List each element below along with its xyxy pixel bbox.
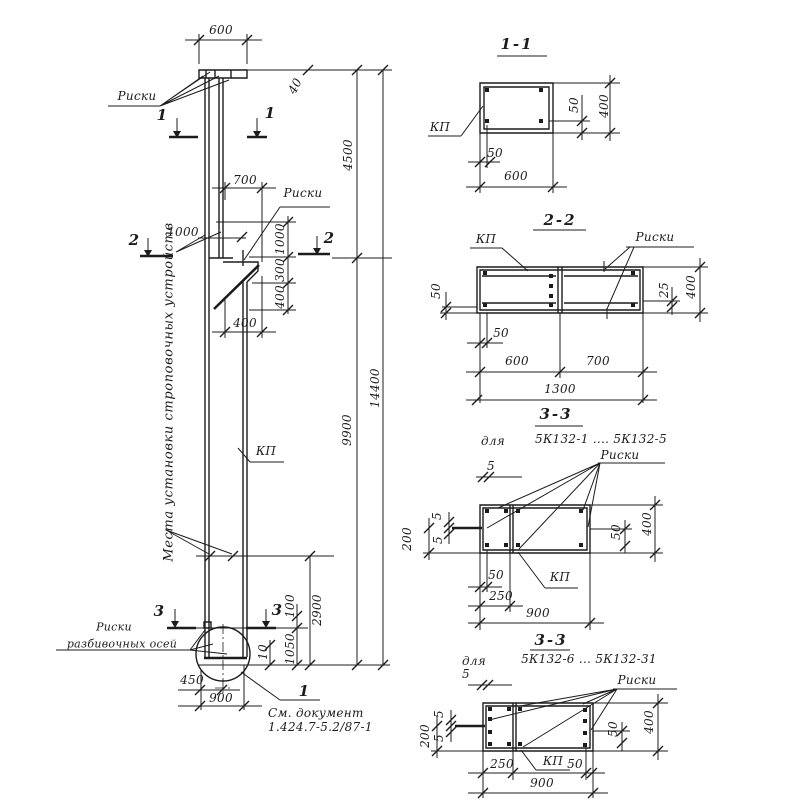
riski-label-s22: Риски bbox=[635, 230, 675, 244]
dim-10: 10 bbox=[256, 644, 270, 660]
section-3-3a-title: 3-3 bbox=[539, 405, 573, 423]
section-mark-3-left: 3 bbox=[153, 602, 165, 620]
detail-ref-1: 1 bbox=[298, 682, 310, 700]
dim-s33a-50-bottom: 50 bbox=[488, 568, 504, 582]
dim-s11-400: 400 bbox=[597, 94, 611, 118]
dim-900-base: 900 bbox=[209, 691, 233, 705]
dim-s33b-400: 400 bbox=[642, 710, 656, 734]
dim-s33b-200: 200 bbox=[418, 724, 432, 748]
dim-s22-700: 700 bbox=[586, 354, 610, 368]
doc-note-line1: См. документ bbox=[268, 706, 364, 720]
dim-s33b-5b: 5 bbox=[432, 734, 446, 742]
dim-s22-1300: 1300 bbox=[544, 382, 576, 396]
section-mark-2-right: 2 bbox=[323, 229, 335, 247]
dim-s22-50-left: 50 bbox=[429, 283, 443, 299]
dim-s33a-50-right: 50 bbox=[609, 524, 623, 540]
dim-chain-1000: 1000 bbox=[273, 223, 287, 255]
section-mark-1-right: 1 bbox=[264, 104, 276, 122]
dim-s33a-250: 250 bbox=[489, 589, 513, 603]
s33b-for-label: для bbox=[461, 654, 487, 668]
section-mark-3-right: 3 bbox=[271, 601, 283, 619]
dim-100: 100 bbox=[283, 594, 297, 618]
s33a-range-label: 5К132-1 .... 5К132-5 bbox=[535, 432, 667, 446]
s33b-range-label: 5К132-6 ... 5К132-31 bbox=[521, 652, 657, 666]
strap-note: Места установки строповочных устройств bbox=[161, 222, 177, 562]
riski-top-label: Риски bbox=[117, 89, 157, 103]
dim-s11-50-bottom: 50 bbox=[487, 146, 503, 160]
section-3-3b-title: 3-3 bbox=[534, 631, 568, 649]
riski-mid-label: Риски bbox=[283, 186, 323, 200]
dim-s33a-900: 900 bbox=[526, 606, 550, 620]
kp-label-s33b: КП bbox=[542, 754, 564, 768]
riski-base-line2: разбивочных осей bbox=[66, 637, 178, 651]
dim-corbel-400: 400 bbox=[233, 316, 257, 330]
dim-s33a-400: 400 bbox=[640, 512, 654, 536]
dim-s33a-5-top: 5 bbox=[487, 459, 495, 473]
dim-450: 450 bbox=[180, 673, 204, 687]
section-1-1-title: 1-1 bbox=[500, 35, 534, 53]
kp-label-s33a: КП bbox=[549, 570, 571, 584]
kp-label-s11: КП bbox=[429, 120, 451, 134]
dim-4500: 4500 bbox=[341, 139, 355, 171]
dim-top-width: 600 bbox=[209, 23, 233, 37]
dim-1050: 1050 bbox=[283, 633, 297, 665]
dim-9900: 9900 bbox=[340, 414, 354, 446]
dim-s11-600: 600 bbox=[504, 169, 528, 183]
dim-s11-50-side: 50 bbox=[567, 97, 581, 113]
dim-s33a-200: 200 bbox=[400, 527, 414, 551]
dim-s33b-50-right: 50 bbox=[606, 721, 620, 737]
dim-700: 700 bbox=[233, 173, 257, 187]
kp-elevation-label: КП bbox=[255, 444, 277, 458]
dim-s33a-5b: 5 bbox=[431, 536, 445, 544]
dim-s33b-250: 250 bbox=[490, 757, 514, 771]
section-2-2-title: 2-2 bbox=[543, 211, 577, 229]
dim-1000-strap: 1000 bbox=[167, 225, 199, 239]
dim-chain-300: 300 bbox=[273, 258, 287, 282]
dim-s22-400: 400 bbox=[684, 275, 698, 299]
dim-s33a-5a: 5 bbox=[430, 512, 444, 520]
doc-note-line2: 1.424.7-5.2/87-1 bbox=[268, 720, 373, 734]
dim-s22-25: 25 bbox=[657, 282, 671, 298]
dim-s33b-5-top: 5 bbox=[462, 667, 470, 681]
dim-14400: 14400 bbox=[368, 368, 382, 408]
dim-s22-600: 600 bbox=[505, 354, 529, 368]
dim-s33b-50-bottom: 50 bbox=[567, 757, 583, 771]
dim-s33b-900: 900 bbox=[530, 776, 554, 790]
riski-label-s33b: Риски bbox=[617, 673, 657, 687]
section-mark-1-left: 1 bbox=[156, 106, 168, 124]
riski-label-s33a: Риски bbox=[600, 448, 640, 462]
kp-label-s22: КП bbox=[475, 232, 497, 246]
riski-base-line1: Риски bbox=[96, 620, 132, 634]
dim-s22-50-bottom: 50 bbox=[493, 326, 509, 340]
dim-chain-400: 400 bbox=[273, 285, 287, 309]
dim-40: 40 bbox=[285, 75, 305, 97]
section-mark-2-left: 2 bbox=[128, 231, 140, 249]
s33a-for-label: для bbox=[480, 434, 506, 448]
dim-2900: 2900 bbox=[310, 594, 324, 626]
dim-s33b-5a: 5 bbox=[432, 710, 446, 718]
